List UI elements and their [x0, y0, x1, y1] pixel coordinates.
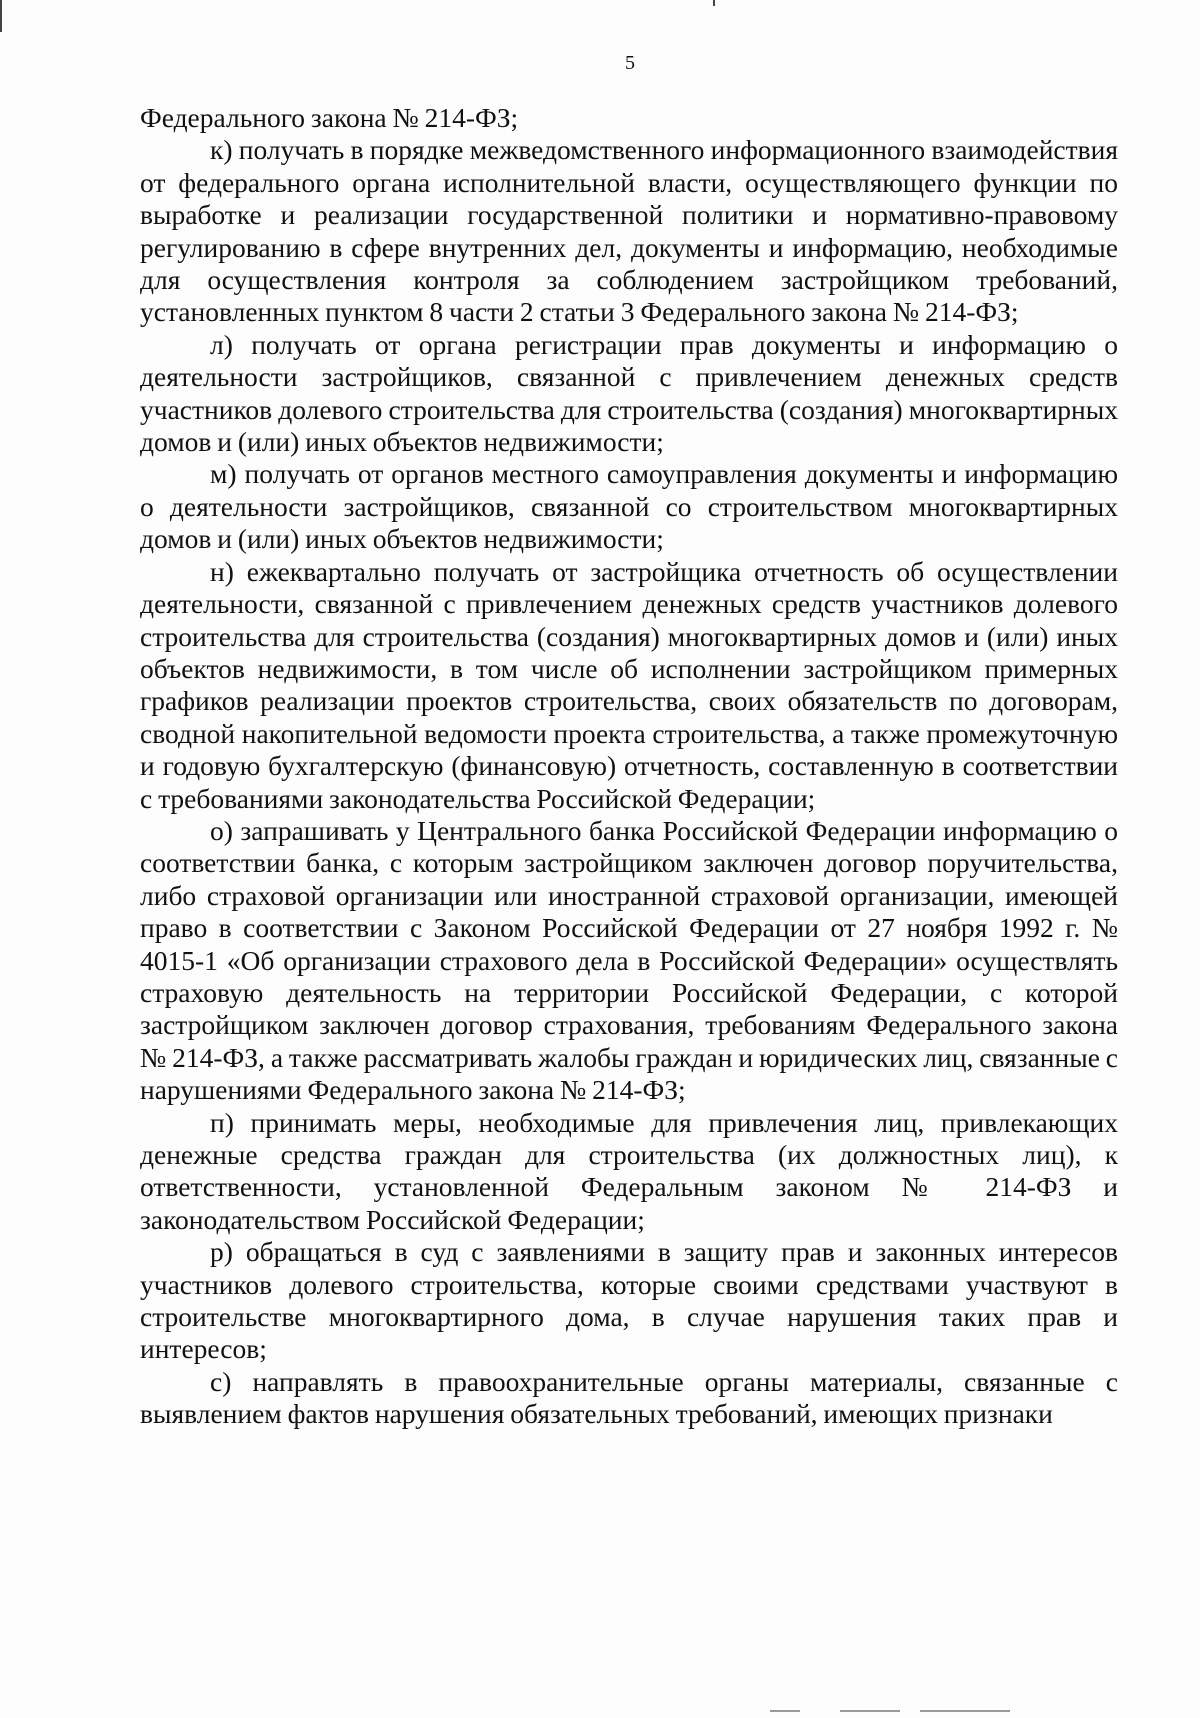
paragraph-continuation: Федерального закона № 214-ФЗ; — [140, 102, 519, 133]
scan-bottom-mark — [770, 1710, 800, 1712]
scan-bottom-mark — [920, 1710, 1010, 1712]
paragraph-m: м) получать от органов местного самоуправления документы и информацию о деятельности застройщиков, связанной со строительством многоквартирных домов и (или) иных объектов недвижимости; — [140, 458, 1118, 555]
scan-bottom-mark — [840, 1710, 900, 1712]
paragraph-n: н) ежеквартально получать от застройщика отчетность об осуществлении деятельности, связанной с привлечением денежных средств участников долевого строительства для строительства (создания) многоквартирных домов и (или) иных объектов недвижимости, в том числе об исполнении застройщиком примерных графиков реализации проектов строительства, своих обязательств по договорам, сводной накопительной ведомости проекта строительства, а также промежуточную и годовую бухгалтерскую (финансовую) отчетность, составленную в соответствии с требованиями законодательства Российской Федерации; — [140, 555, 1118, 814]
paragraph-l: л) получать от органа регистрации прав документы и информацию о деятельности застройщиков, связанной с привлечением денежных средств участников долевого строительства для строительства (создания) многоквартирных домов и (или) иных объектов недвижимости; — [140, 328, 1118, 458]
paragraph-p: п) принимать меры, необходимые для привлечения лиц, привлекающих денежные средства граждан для строительства (их должностных лиц), к ответственности, установленной Федеральным законом № 214-ФЗ и законодательством Российской Федерации; — [140, 1106, 1118, 1235]
paragraph-o: о) запрашивать у Центрального банка Российской Федерации информацию о соответствии банка, с которым застройщиком заключен договор поручительства, либо страховой организации или иностранной страховой организации, имеющей право в соответствии с Законом Российской Федерации от 27 ноября 1992 г. № 4015-1 «Об организации страхового дела в Российской Федерации» осуществлять страховую деятельность на территории Российской Федерации, с которой застройщиком заключен договор страхования, требованиям Федерального закона № 214-ФЗ, а также рассматривать жалобы граждан и юридических лиц, связанные с нарушениями Федерального закона № 214-ФЗ; — [140, 814, 1118, 1106]
scan-top-mark — [713, 0, 715, 6]
page-number: 5 — [625, 52, 635, 74]
paragraph-s: с) направлять в правоохранительные органы материалы, связанные с выявлением фактов нарушения обязательных требований, имеющих признаки — [140, 1365, 1118, 1430]
scan-edge-mark — [0, 0, 2, 32]
document-body — [140, 102, 1118, 1431]
paragraph-r: р) обращаться в суд с заявлениями в защиту прав и законных интересов участников долевого строительства, которые своими средствами участвуют в строительстве многоквартирного дома, в случае нарушения таких прав и интересов; — [140, 1236, 1118, 1365]
paragraph-k: к) получать в порядке межведомственного информационного взаимодействия от федерального органа исполнительной власти, осуществляющего функции по выработке и реализации государственной политики и нормативно-правовому регулированию в сфере внутренних дел, документы и информацию, необходимые для осуществления контроля за соблюдением застройщиком требований, установленных пунктом 8 части 2 статьи 3 Федерального закона № 214-ФЗ; — [140, 134, 1118, 328]
